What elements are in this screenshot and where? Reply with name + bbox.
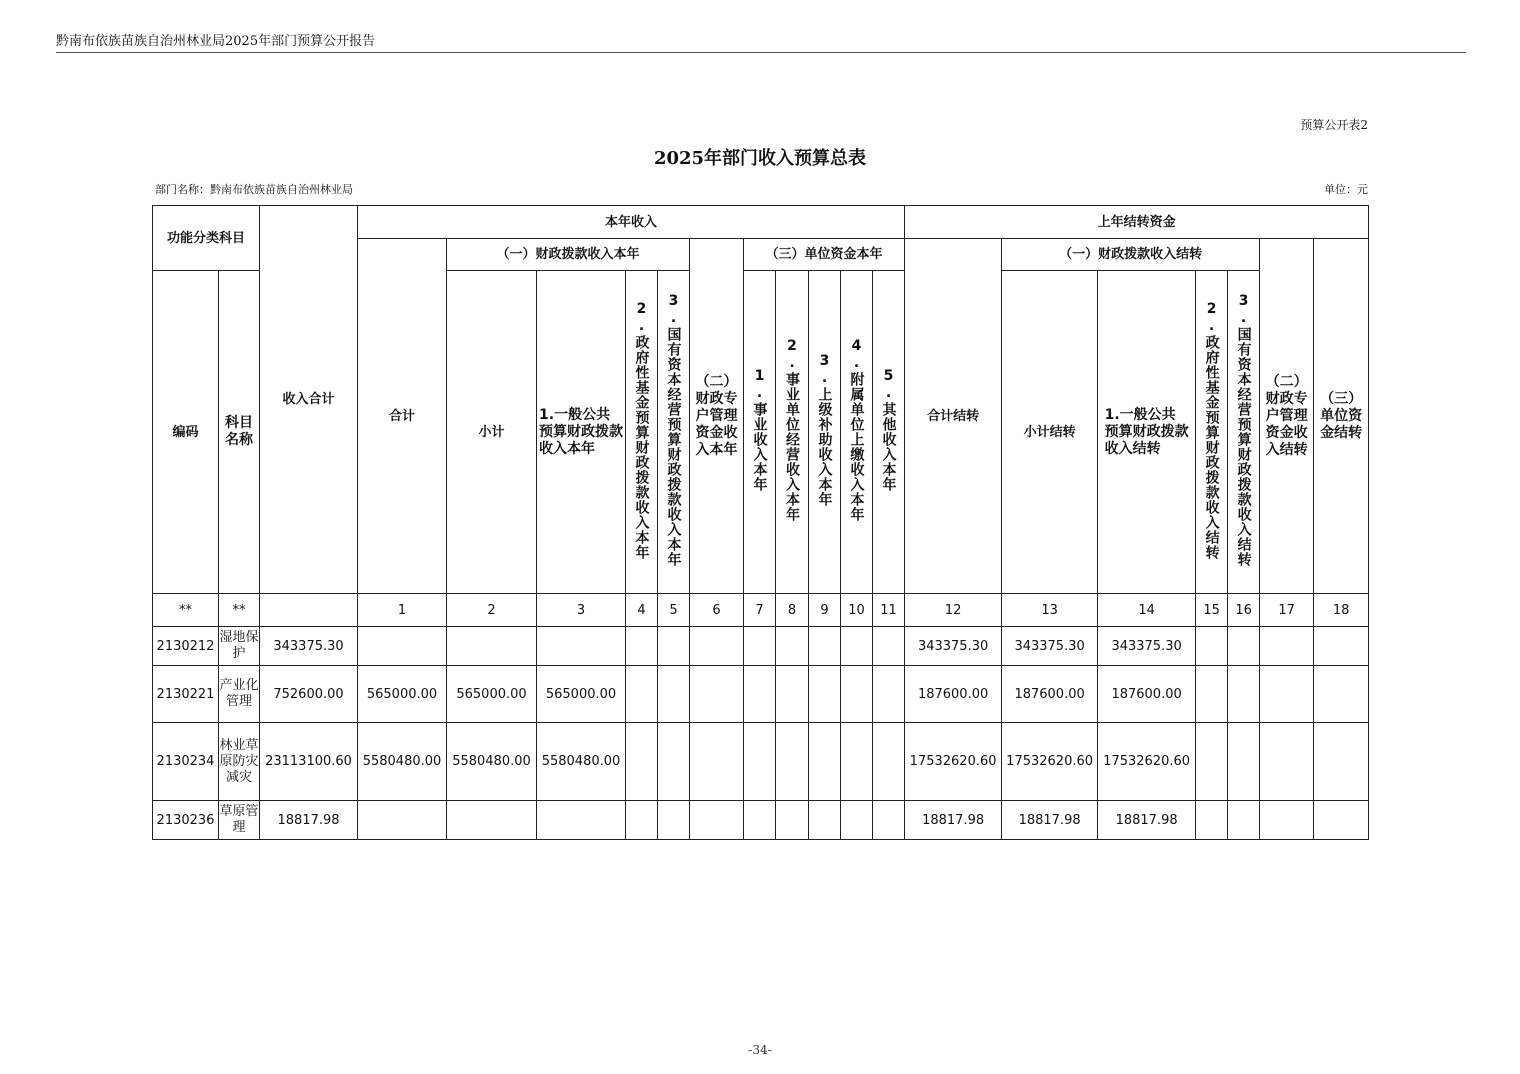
header-unit-3: 3.上级补助收入本年 xyxy=(809,271,841,594)
index-cell: 14 xyxy=(1098,594,1196,627)
header-general-carry: 1.一般公共预算财政拨款收入结转 xyxy=(1098,271,1196,594)
cell-total-carry: 187600.00 xyxy=(905,666,1002,723)
cell-subject-name: 林业草原防灾减灾 xyxy=(219,723,260,801)
header-income-total: 收入合计 xyxy=(260,206,358,594)
page-title: 2025年部门收入预算总表 xyxy=(653,148,867,169)
table-row xyxy=(153,666,1369,723)
budget-table xyxy=(152,205,1369,840)
cell-income-total: 752600.00 xyxy=(260,666,358,723)
index-cell xyxy=(260,594,358,627)
cell-general: 565000.00 xyxy=(537,666,626,723)
table-row xyxy=(153,723,1369,801)
index-cell: 1 xyxy=(358,594,447,627)
cell-general-carry: 343375.30 xyxy=(1098,627,1196,666)
cell-total: 5580480.00 xyxy=(358,723,447,801)
header-total-carry: 合计结转 xyxy=(905,239,1002,594)
table-row xyxy=(153,801,1369,840)
header-fiscal-carry: （一）财政拨款收入结转 xyxy=(1002,239,1260,271)
cell-total-carry: 17532620.60 xyxy=(905,723,1002,801)
currency-unit: 单位：元 xyxy=(1324,183,1368,196)
cell-total: 565000.00 xyxy=(358,666,447,723)
index-row xyxy=(153,594,1369,627)
cell-subject-name: 草原管理 xyxy=(219,801,260,840)
index-cell: 18 xyxy=(1314,594,1369,627)
index-cell: 15 xyxy=(1196,594,1228,627)
cell-subject-name: 产业化管理 xyxy=(219,666,260,723)
cell-general-carry: 187600.00 xyxy=(1098,666,1196,723)
header-state-capital: 3.国有资本经营预算财政拨款收入本年 xyxy=(658,271,690,594)
index-cell: 9 xyxy=(809,594,841,627)
cell-subtotal: 565000.00 xyxy=(447,666,537,723)
header-current-year: 本年收入 xyxy=(358,206,905,239)
cell-general xyxy=(537,801,626,840)
form-number: 预算公开表2 xyxy=(1300,118,1368,132)
header-unit-carry: （三）单位资金结转 xyxy=(1314,239,1369,594)
cell-code: 2130234 xyxy=(153,723,219,801)
cell-subtotal-carry: 18817.98 xyxy=(1002,801,1098,840)
cell-total xyxy=(358,801,447,840)
cell-total-carry: 343375.30 xyxy=(905,627,1002,666)
cell-total xyxy=(358,627,447,666)
header-special-account: （二）财政专户管理资金收入本年 xyxy=(690,239,744,594)
cell-subtotal-carry: 17532620.60 xyxy=(1002,723,1098,801)
header-fiscal-current: （一）财政拨款收入本年 xyxy=(447,239,690,271)
header-unit-5: 5.其他收入本年 xyxy=(873,271,905,594)
index-cell: 5 xyxy=(658,594,690,627)
index-cell: 3 xyxy=(537,594,626,627)
header-code: 编码 xyxy=(153,271,219,594)
cell-general-carry: 18817.98 xyxy=(1098,801,1196,840)
index-cell: 10 xyxy=(841,594,873,627)
header-total: 合计 xyxy=(358,239,447,594)
index-cell: 11 xyxy=(873,594,905,627)
cell-subtotal xyxy=(447,801,537,840)
header-subtotal-carry: 小计结转 xyxy=(1002,271,1098,594)
department-name: 部门名称：黔南布依族苗族自治州林业局 xyxy=(155,183,353,196)
index-cell: ** xyxy=(219,594,260,627)
header-func-class: 功能分类科目 xyxy=(153,206,260,271)
index-cell: 2 xyxy=(447,594,537,627)
index-cell: 8 xyxy=(776,594,809,627)
header-state-capital-carry: 3.国有资本经营预算财政拨款收入结转 xyxy=(1228,271,1260,594)
index-cell: 17 xyxy=(1260,594,1314,627)
header-unit-funds: （三）单位资金本年 xyxy=(744,239,905,271)
cell-code: 2130221 xyxy=(153,666,219,723)
cell-subtotal: 5580480.00 xyxy=(447,723,537,801)
index-cell: ** xyxy=(153,594,219,627)
cell-general xyxy=(537,627,626,666)
cell-subtotal xyxy=(447,627,537,666)
header-unit-2: 2.事业单位经营收入本年 xyxy=(776,271,809,594)
index-cell: 13 xyxy=(1002,594,1098,627)
cell-code: 2130236 xyxy=(153,801,219,840)
table-row xyxy=(153,627,1369,666)
header-unit-1: 1.事业收入本年 xyxy=(744,271,776,594)
header-general-budget: 1.一般公共预算财政拨款收入本年 xyxy=(537,271,626,594)
cell-subtotal-carry: 187600.00 xyxy=(1002,666,1098,723)
header-special-carry: （二）财政专户管理资金收入结转 xyxy=(1260,239,1314,594)
report-header: 黔南布依族苗族自治州林业局2025年部门预算公开报告 xyxy=(56,34,376,49)
index-cell: 7 xyxy=(744,594,776,627)
page-number: -34- xyxy=(748,1043,772,1057)
index-cell: 16 xyxy=(1228,594,1260,627)
cell-subject-name: 湿地保护 xyxy=(219,627,260,666)
header-prev-year: 上年结转资金 xyxy=(905,206,1369,239)
cell-code: 2130212 xyxy=(153,627,219,666)
cell-total-carry: 18817.98 xyxy=(905,801,1002,840)
header-subtotal: 小计 xyxy=(447,271,537,594)
header-unit-4: 4.附属单位上缴收入本年 xyxy=(841,271,873,594)
header-subject-name: 科目名称 xyxy=(219,271,260,594)
cell-income-total: 343375.30 xyxy=(260,627,358,666)
header-gov-fund-carry: 2.政府性基金预算财政拨款收入结转 xyxy=(1196,271,1228,594)
header-gov-fund: 2.政府性基金预算财政拨款收入本年 xyxy=(626,271,658,594)
cell-income-total: 23113100.60 xyxy=(260,723,358,801)
header-divider xyxy=(56,52,1466,53)
cell-income-total: 18817.98 xyxy=(260,801,358,840)
index-cell: 12 xyxy=(905,594,1002,627)
index-cell: 4 xyxy=(626,594,658,627)
cell-general-carry: 17532620.60 xyxy=(1098,723,1196,801)
index-cell: 6 xyxy=(690,594,744,627)
cell-general: 5580480.00 xyxy=(537,723,626,801)
cell-subtotal-carry: 343375.30 xyxy=(1002,627,1098,666)
